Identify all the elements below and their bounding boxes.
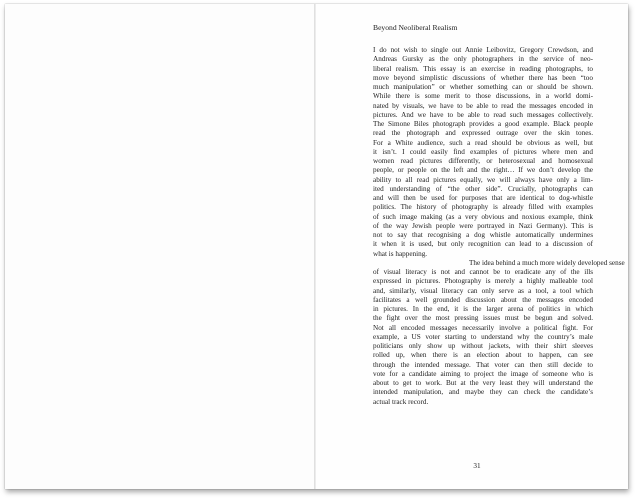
text-line: I do not wish to single out Annie Leibovitz, Gregory Crewdson, and xyxy=(373,46,593,54)
text-line: The idea behind a much more widely developed sense xyxy=(469,258,625,267)
text-line: of the way Jewish people were portrayed in Nazi Germany). This is xyxy=(373,221,593,230)
text-line: ability to all read pictures equally, we will always have only a lim- xyxy=(373,175,593,184)
text-line: expressed in pictures. Photography is merely a highly malleable tool xyxy=(373,277,593,286)
text-line: much manipulation” or whether something can or should be shown. xyxy=(373,83,593,91)
text-line: it isn’t. I could easily find examples of pictures where men and xyxy=(373,147,593,156)
text-line: move beyond simplistic discussions of whether there has been “too xyxy=(373,73,593,82)
text-line: nated by visuals, we have to be able to read the messages encoded in xyxy=(373,101,593,110)
text-line: not to say that recognising a dog whistle automatically undermines xyxy=(373,231,593,239)
text-line: vote for a candidate aiming to project the image of someone who is xyxy=(373,369,593,378)
text-line: read the photograph and expressed outrage over the skin tones. xyxy=(373,129,593,138)
text-line: The Simone Biles photograph provides a good example. Black people xyxy=(373,120,593,128)
text-line: intended manipulation, and maybe they can check the candidate’s xyxy=(373,388,593,397)
text-line: it when it is used, but only recognition can lead to a discussion of xyxy=(373,240,593,249)
text-line: through the intended message. That voter can then still decide to xyxy=(373,360,593,369)
text-line: pictures. And we have to be able to read such messages collectively. xyxy=(373,110,593,119)
text-line: what is happening. xyxy=(373,249,428,258)
book-spread xyxy=(5,4,628,489)
text-line: women read pictures differently, or heterosexual and homosexual xyxy=(373,157,593,165)
text-line: about to get to work. But at the very least they will understand the xyxy=(373,379,593,387)
text-line: liberal realism. This essay is an exercise in reading photographs, to xyxy=(373,64,593,73)
text-line: example, a US voter starting to understand why the country’s male xyxy=(373,332,593,341)
text-line: in pictures. In the end, it is the larger arena of politics in which xyxy=(373,305,593,313)
text-line: While there is some merit to those discussions, in a world domi- xyxy=(373,92,593,101)
body-text xyxy=(373,46,625,407)
text-line: rolled up, when there is an election about to happen, can see xyxy=(373,351,593,360)
text-line: Not all encoded messages necessarily involve a political fight. For xyxy=(373,323,593,332)
text-line: and, similarly, visual literacy can only serve as a tool, a tool which xyxy=(373,286,593,295)
text-line: For a White audience, such a read should be obvious as well, but xyxy=(373,138,593,147)
page-number: 31 xyxy=(473,462,481,470)
right-page xyxy=(316,4,628,489)
text-line: facilitates a well grounded discussion about the messages encoded xyxy=(373,295,593,304)
text-line: of visual literacy is not and cannot be to eradicate any of the ills xyxy=(373,268,593,276)
text-line: ited understanding of “the other side”. Crucially, photographs can xyxy=(373,184,593,193)
text-line: politics. The history of photography is already filled with examples xyxy=(373,203,593,212)
text-line: the fight over the most pressing issues must be begun and solved. xyxy=(373,314,593,323)
text-line: and will then be used for purposes that are identical to dog-whistle xyxy=(373,194,593,202)
text-line: people, or people on the left and the right… If we don’t develop the xyxy=(373,166,593,175)
running-head: Beyond Neoliberal Realism xyxy=(373,23,458,32)
text-line: of such image making (as a very obvious and noxious example, think xyxy=(373,212,593,221)
text-line: actual track record. xyxy=(373,397,429,406)
left-page-blank xyxy=(5,4,315,489)
text-line: Andreas Gursky as the only photographers in the service of neo- xyxy=(373,55,593,64)
text-line: politicians only show up without jackets, with their shirt sleeves xyxy=(373,342,593,350)
